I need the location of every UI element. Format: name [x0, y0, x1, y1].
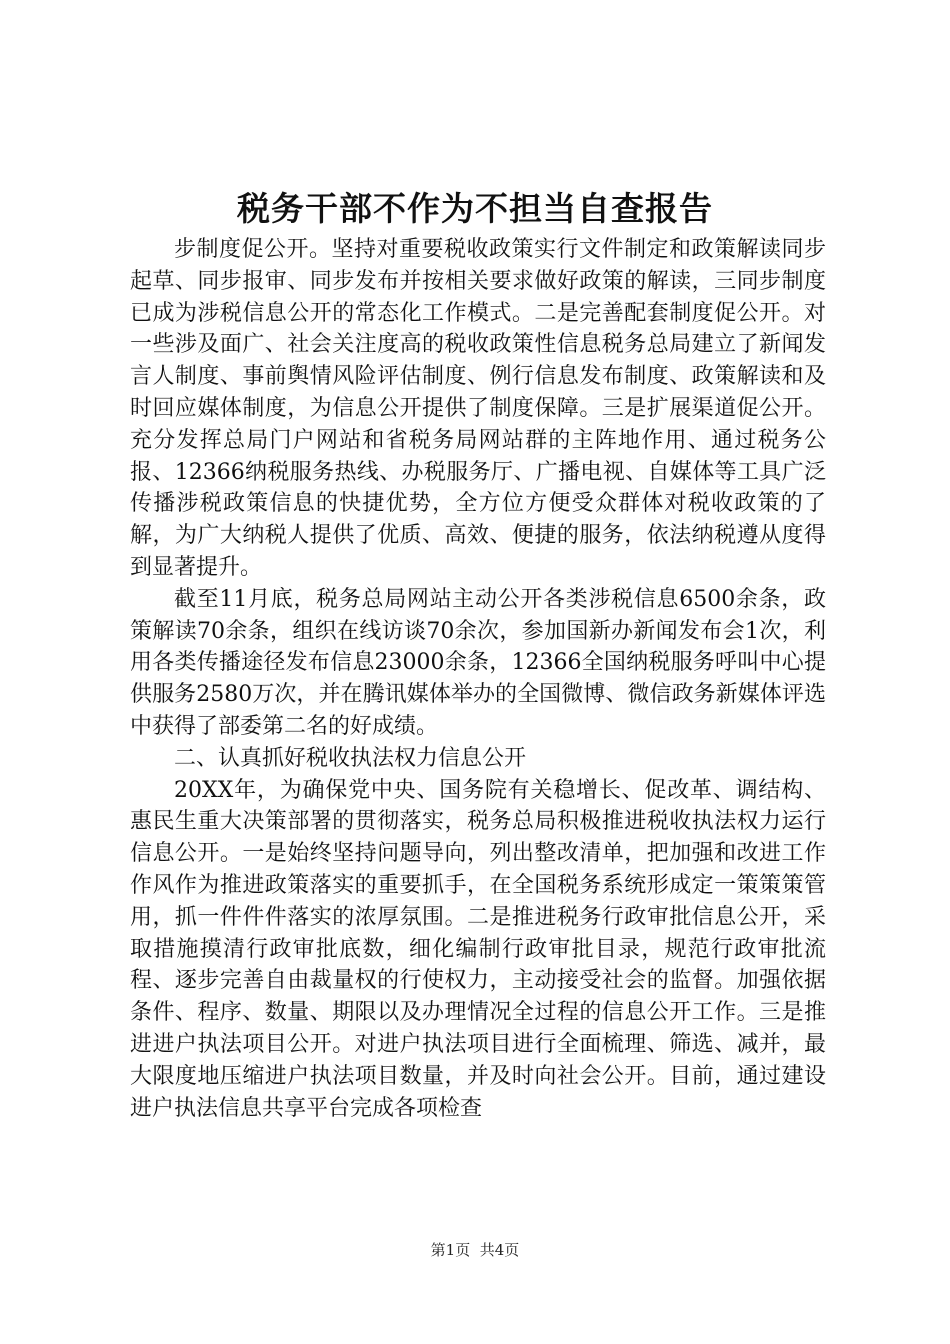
- document-title: 税务干部不作为不担当自查报告: [237, 189, 713, 228]
- page-total: 共4页: [479, 1241, 520, 1259]
- body-paragraph: 20XX年，为确保党中央、国务院有关稳增长、促改革、调结构、惠民生重大决策部署的贯彻落实，税务总局积极推进税收执法权力运行信息公开。一是始终坚持问题导向，列出整改清单，把加强和改进工作作风作为推进政策落实的重要抓手，在全国税务系统形成定一策策策管用，抓一件件件落实的浓厚氛围。二是推进税务行政审批信息公开，采取措施摸清行政审批底数，细化编制行政审批目录，规范行政审批流程、逐步完善自由裁量权的行使权力，主动接受社会的监督。加强依据条件、程序、数量、期限以及办理情况全过程的信息公开工作。三是推进进户执法项目公开。对进户执法项目进行全面梳理、筛选、减并，最大限度地压缩进户执法项目数量，并及时向社会公开。目前，通过建设进户执法信息共享平台完成各项检查: [130, 777, 826, 1121]
- body-paragraph: 步制度促公开。坚持对重要税收政策实行文件制定和政策解读同步起草、同步报审、同步发布并按相关要求做好政策的解读，三同步制度已成为涉税信息公开的常态化工作模式。二是完善配套制度促公开。对一些涉及面广、社会关注度高的税收政策性信息税务总局建立了新闻发言人制度、事前舆情风险评估制度、例行信息发布制度、政策解读和及时回应媒体制度，为信息公开提供了制度保障。三是扩展渠道促公开。充分发挥总局门户网站和省税务局网站群的主阵地作用、通过税务公报、12366纳税服务热线、办税服务厅、广播电视、自媒体等工具广泛传播涉税政策信息的快捷优势，全方位方便受众群体对税收政策的了解，为广大纳税人提供了优质、高效、便捷的服务，依法纳税遵从度得到显著提升。: [130, 237, 826, 580]
- document-body: [130, 234, 826, 1124]
- page-footer: [0, 1238, 950, 1262]
- page-number: 第1页: [430, 1241, 471, 1259]
- body-paragraph: 截至11月底，税务总局网站主动公开各类涉税信息6500余条，政策解读70余条，组织在线访谈70余次，参加国新办新闻发布会1次，利用各类传播途径发布信息23000余条，12366全国纳税服务呼叫中心提供服务2580万次，并在腾讯媒体举办的全国微博、微信政务新媒体评选中获得了部委第二名的好成绩。: [130, 586, 826, 739]
- section-heading: 二、认真抓好税收执法权力信息公开: [174, 745, 527, 771]
